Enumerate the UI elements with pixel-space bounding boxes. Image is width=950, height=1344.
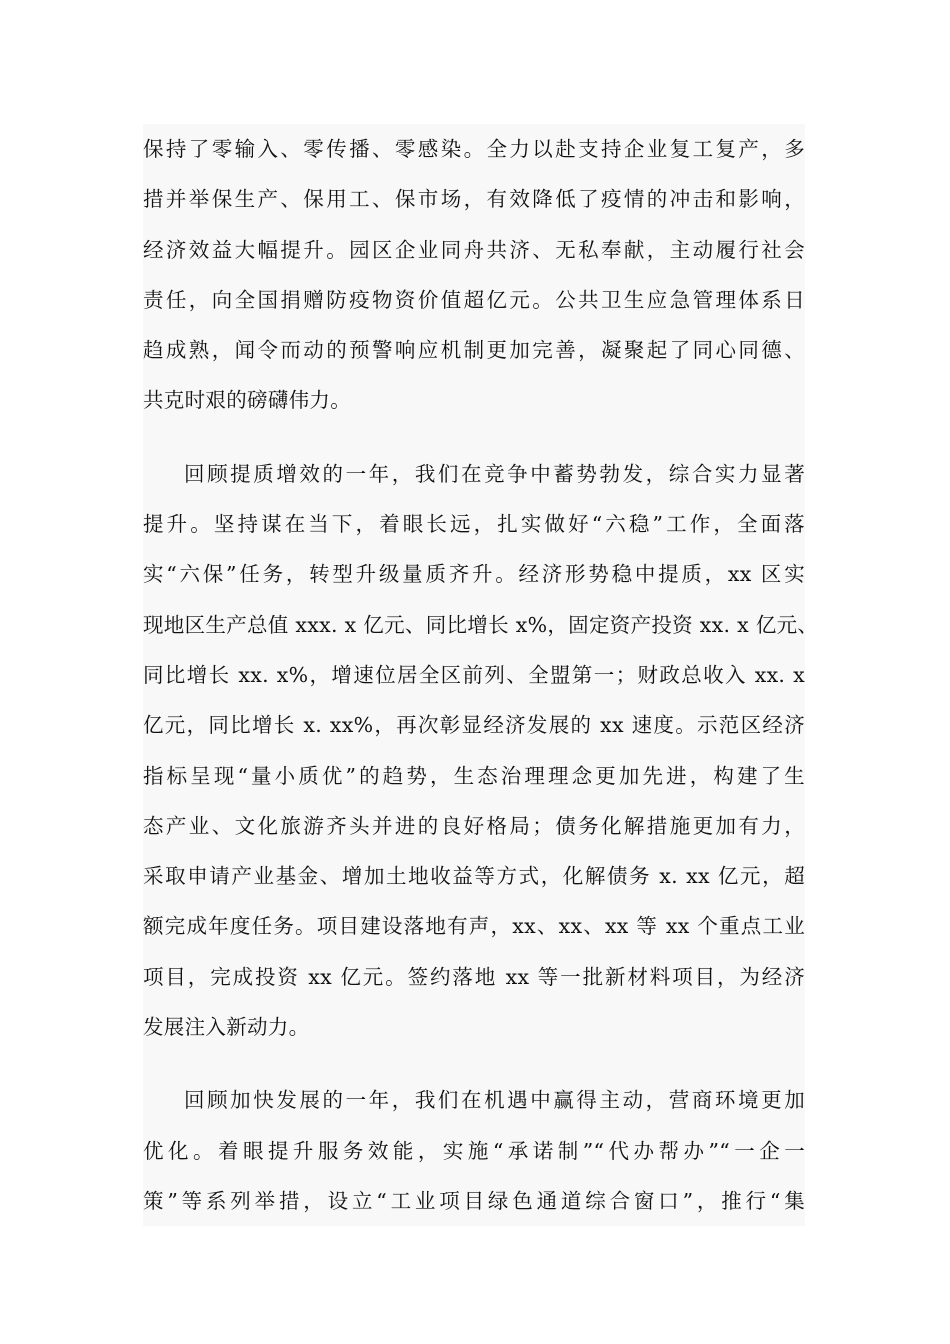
paragraph-line: 发展注入新动力。 — [143, 1015, 310, 1040]
paragraph-1 — [143, 124, 805, 426]
paragraph-line: 提升。坚持谋在当下，着眼长远，扎实做好“六稳”工作，全面落 — [143, 512, 805, 537]
paragraph-spacer — [143, 1052, 805, 1075]
paragraph-line: 态产业、文化旅游齐头并进的良好格局；债务化解措施更加有力， — [143, 813, 805, 838]
paragraph-line: 回顾加快发展的一年，我们在机遇中赢得主动，营商环境更加 — [184, 1088, 805, 1113]
paragraph-line: 项目，完成投资 xx 亿元。签约落地 xx 等一批新材料项目，为经济 — [143, 964, 805, 989]
paragraph-line: 共克时艰的磅礴伟力。 — [143, 388, 351, 413]
paragraph-line: 优化。着眼提升服务效能，实施“承诺制”“代办帮办”“一企一 — [143, 1138, 805, 1163]
paragraph-line: 实“六保”任务，转型升级量质齐升。经济形势稳中提质，xx 区实 — [143, 562, 805, 587]
paragraph-line: 措并举保生产、保用工、保市场，有效降低了疫情的冲击和影响， — [143, 187, 805, 212]
paragraph-line: 采取申请产业基金、增加土地收益等方式，化解债务 x. xx 亿元，超 — [143, 864, 805, 889]
paragraph-line: 亿元，同比增长 x. xx%，再次彰显经济发展的 xx 速度。示范区经济 — [143, 713, 805, 738]
paragraph-3 — [143, 1075, 805, 1226]
paragraph-line: 策”等系列举措，设立“工业项目绿色通道综合窗口”，推行“集 — [143, 1188, 805, 1213]
document-body — [143, 124, 819, 1226]
paragraph-line: 回顾提质增效的一年，我们在竞争中蓄势勃发，综合实力显著 — [184, 461, 805, 486]
paragraph-spacer — [143, 426, 805, 449]
paragraph-line: 同比增长 xx. x%，增速位居全区前列、全盟第一；财政总收入 xx. x — [143, 662, 805, 687]
paragraph-2 — [143, 449, 819, 1053]
paragraph-line: 责任，向全国捐赠防疫物资价值超亿元。公共卫生应急管理体系日 — [143, 287, 805, 312]
paragraph-line: 现地区生产总值 xxx. x 亿元、同比增长 x%，固定资产投资 xx. x 亿元、 — [143, 612, 819, 637]
paragraph-line: 保持了零输入、零传播、零感染。全力以赴支持企业复工复产，多 — [143, 137, 805, 161]
paragraph-line: 经济效益大幅提升。园区企业同舟共济、无私奉献，主动履行社会 — [143, 237, 805, 262]
paragraph-line: 趋成熟，闻令而动的预警响应机制更加完善，凝聚起了同心同德、 — [143, 338, 805, 363]
paragraph-line: 额完成年度任务。项目建设落地有声，xx、xx、xx 等 xx 个重点工业 — [143, 914, 805, 939]
paragraph-line: 指标呈现“量小质优”的趋势，生态治理理念更加先进，构建了生 — [143, 763, 805, 788]
